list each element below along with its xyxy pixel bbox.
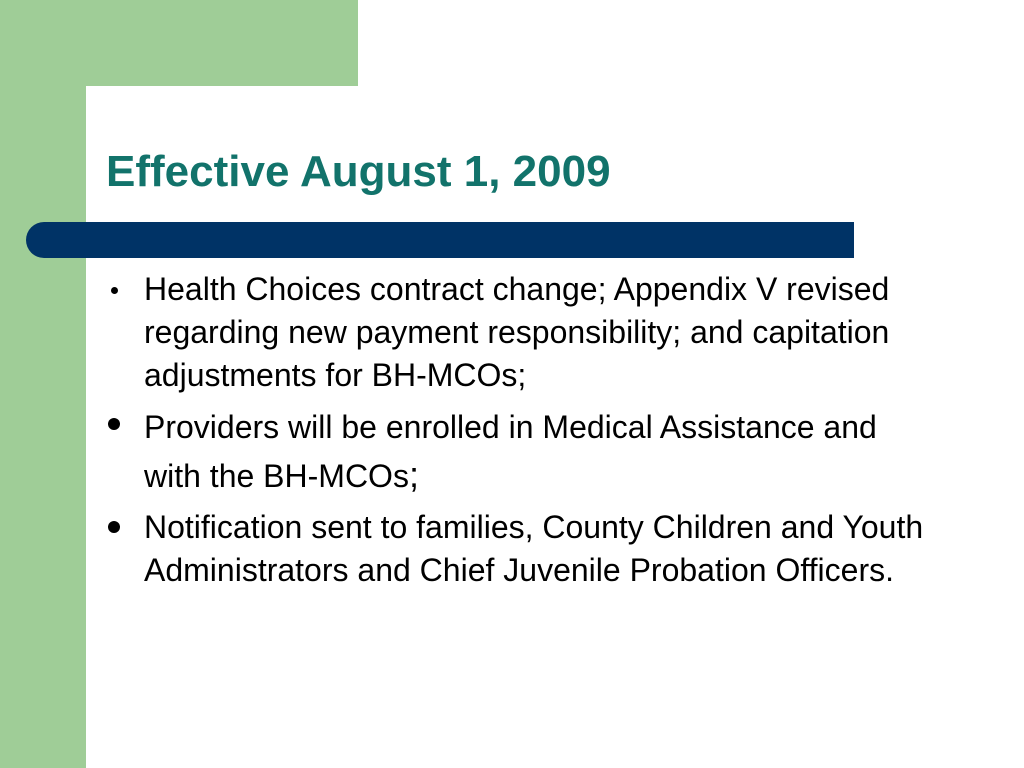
bullet-item	[104, 268, 934, 397]
bullet-suffix: ;	[408, 454, 419, 495]
bullet-dot-icon	[108, 418, 120, 430]
bullet-dot-icon	[108, 521, 120, 533]
bullet-dot-icon	[111, 287, 118, 294]
bullet-list	[104, 268, 934, 598]
slide-title: Effective August 1, 2009	[106, 147, 611, 196]
bullet-text: Health Choices contract change; Appendix V revised regarding new payment responsibility; and capitation adjustments for BH-MCOs;	[144, 271, 890, 393]
bullet-text: Providers will be enrolled in Medical Assistance and with the BH-MCOs	[144, 409, 877, 494]
green-left-band	[0, 0, 86, 768]
bullet-item	[104, 506, 934, 592]
title-divider-bar	[26, 222, 854, 258]
bullet-item	[104, 403, 934, 500]
bullet-text: Notification sent to families, County Children and Youth Administrators and Chief Juvenile Probation Officers.	[144, 509, 924, 588]
